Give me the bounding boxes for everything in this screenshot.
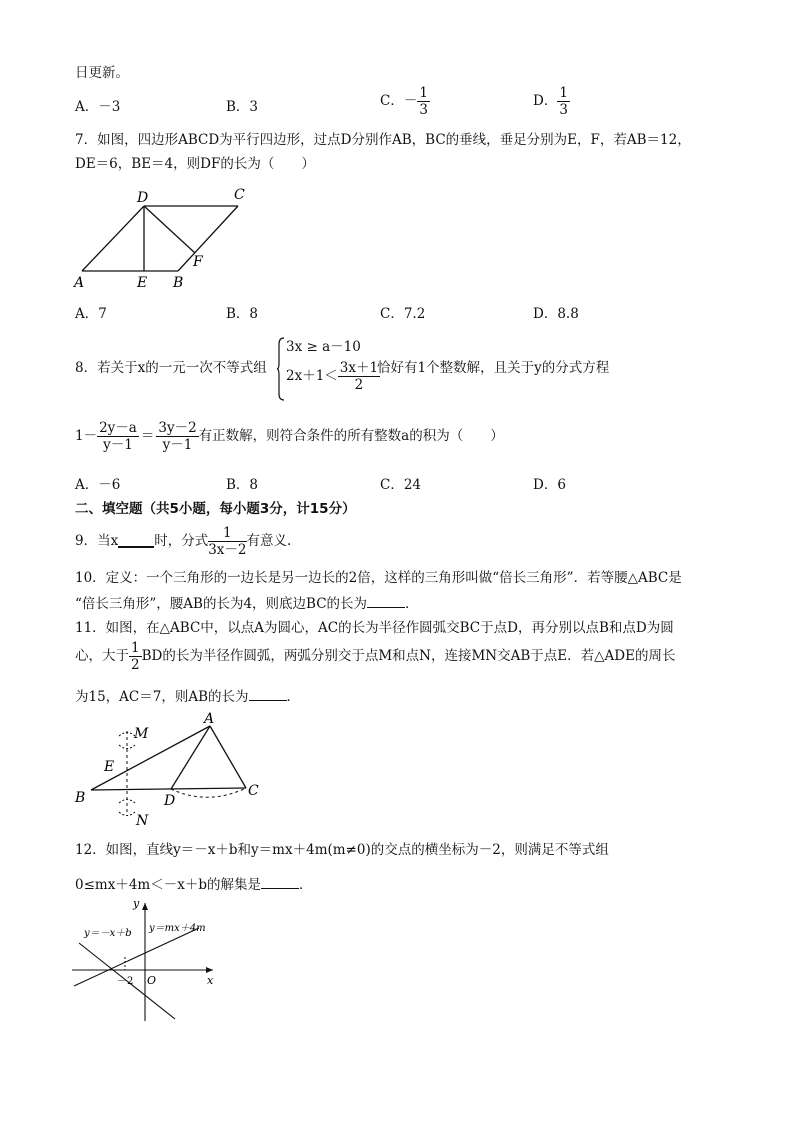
label-m: M: [134, 726, 149, 742]
q12-stem-line1: 12．如图，直线y＝－x＋b和y＝mx＋4m(m≠0)的交点的横坐标为－2，则满足不等式组: [75, 842, 609, 858]
q8-option-d: D．6: [533, 477, 566, 493]
q8-equation-fraction-2: [156, 421, 198, 452]
q7-option-a: A．7: [75, 306, 107, 322]
arc-n-lower: [119, 812, 135, 816]
fraction-denominator: y－1: [162, 437, 193, 454]
fraction-denominator: 2: [131, 657, 140, 674]
x-axis-label: x: [207, 974, 214, 987]
q8-inequality-2: [286, 361, 380, 392]
y-axis-arrow-icon: [142, 903, 148, 910]
q7-stem-line1: 7．如图，四边形ABCD为平行四边形，过点D分别作AB，BC的垂线，垂足分别为E，F，若AB＝12，: [75, 132, 691, 148]
fraction-numerator: 1: [131, 640, 140, 656]
side-ad: [82, 206, 144, 271]
line-label-mx-plus-4m: y＝mx＋4m: [149, 923, 206, 934]
q11-line3-suffix: ．: [286, 689, 301, 705]
label-e: E: [104, 759, 115, 775]
y-axis-label: y: [133, 897, 140, 910]
origin-label: O: [147, 974, 157, 987]
q7-option-c: C．7.2: [380, 306, 426, 322]
line-label-neg-x-plus-b: y＝－x＋b: [84, 928, 132, 939]
side-cb: [178, 206, 238, 271]
q7-option-d: D．8.8: [533, 306, 579, 322]
label-c: C: [234, 187, 245, 203]
q11-stem-line3: [75, 690, 300, 705]
q7-stem-line2: DE＝6，BE＝4，则DF的长为（ ）: [75, 156, 315, 172]
fraction-numerator: 1: [208, 526, 246, 542]
label-f: F: [193, 254, 203, 270]
q12-line2-suffix: ．: [298, 877, 313, 893]
side-ac: [210, 726, 246, 788]
q6-option-d-fraction: [557, 86, 570, 117]
fraction-numerator: 1: [559, 85, 568, 101]
q12-answer-blank[interactable]: [261, 878, 299, 889]
q11-stem-line1: 11．如图，在△ABC中，以点A为圆心，AC的长为半径作圆弧交BC于点D，再分别以点B和点D为圆: [75, 620, 674, 636]
q11-line2-prefix: 心，大于: [75, 647, 129, 664]
q8-option-b: B．8: [226, 477, 259, 493]
q8-equation-line: [75, 421, 504, 452]
q6-option-c-prefix: C．－: [380, 92, 418, 109]
q7-parallelogram-figure: [70, 183, 260, 293]
label-a: A: [74, 275, 85, 291]
q6-option-d: [533, 86, 570, 117]
q7-option-b: B．8: [226, 306, 259, 322]
q8-stem-suffix: 恰好有1个整数解，且关于y的分式方程: [377, 360, 610, 376]
fraction-denominator: y－1: [103, 437, 133, 454]
arc-n-upper: [119, 800, 135, 804]
q8-equation-one: 1－: [75, 427, 98, 444]
q8-inequality-2-left: 2x＋1＜: [286, 367, 338, 384]
q8-equation-fraction-1: [97, 421, 139, 452]
fraction-numerator: 3y－2: [158, 420, 197, 436]
q10-line2-suffix: ．: [405, 596, 419, 612]
q6-option-c: [380, 86, 430, 117]
q12-line2-prefix: 0≤mx＋4m＜－x＋b的解集是: [75, 877, 261, 893]
tick-label-neg2: －2: [117, 976, 134, 987]
label-d: D: [137, 190, 149, 206]
q6-option-d-prefix: D．: [533, 92, 558, 109]
q9-prefix: 9．当x: [75, 532, 119, 549]
label-b: B: [75, 790, 86, 806]
fraction-numerator: 1: [419, 85, 428, 101]
q8-equation-equals: ＝: [140, 427, 155, 444]
section-heading: 二、填空题（共5小题，每小题3分，计15分）: [75, 501, 356, 517]
q10-stem-line2: [75, 597, 419, 612]
q8-option-a: A．－6: [75, 477, 121, 493]
q6-option-c-fraction: [417, 86, 430, 117]
label-n: N: [136, 813, 149, 829]
q9-stem: [75, 526, 291, 557]
side-ba: [91, 726, 210, 790]
brace-icon: [276, 336, 286, 402]
q11-line3-prefix: 为15，AC＝7，则AB的长为: [75, 689, 249, 705]
fraction-denominator: 2: [354, 377, 364, 394]
q8-option-c: C．24: [380, 477, 422, 493]
side-bc: [91, 788, 246, 790]
q11-triangle-figure: [70, 705, 270, 833]
continued-text: 日更新。: [75, 65, 129, 81]
q8-inequality-2-fraction: [338, 361, 380, 392]
q9-mid: 时，分式: [154, 532, 209, 549]
q10-line2-prefix: “倍长三角形”，腰AB的长为4，则底边BC的长为: [75, 596, 368, 612]
label-a: A: [204, 711, 215, 727]
q11-line2-suffix: BD的长为半径作圆弧，两弧分别交于点M和点N，连接MN交AB于点E．若△ADE的周长: [141, 647, 676, 664]
label-d: D: [164, 793, 176, 809]
q9-answer-blank[interactable]: [118, 536, 154, 548]
q8-stem-prefix: 8．若关于x的一元一次不等式组: [75, 360, 267, 376]
segment-ad: [171, 726, 210, 789]
q11-stem-line2: [75, 641, 675, 672]
x-axis-arrow-icon: [206, 967, 213, 973]
q10-stem-line1: 10．定义：一个三角形的一边长是另一边长的2倍，这样的三角形叫做“倍长三角形”．若等腰△ABC是: [75, 570, 682, 586]
fraction-denominator: 3: [559, 102, 568, 119]
q10-answer-blank[interactable]: [367, 597, 405, 608]
q12-stem-line2: [75, 878, 312, 893]
fraction-numerator: 2y－a: [99, 420, 137, 436]
fraction-denominator: 3x－2: [208, 542, 247, 559]
q8-inequality-1: 3x ≥ a－10: [286, 339, 361, 355]
fraction-denominator: 3: [419, 102, 428, 119]
segment-df: [144, 206, 195, 253]
q6-option-a: A．－3: [75, 99, 121, 115]
q11-answer-blank[interactable]: [249, 690, 287, 701]
q9-suffix: 有意义.: [246, 532, 292, 549]
label-e: E: [137, 275, 148, 291]
label-c: C: [248, 783, 259, 799]
q11-fraction: [129, 641, 142, 672]
q6-option-b: B．3: [226, 99, 259, 115]
label-b: B: [173, 275, 184, 291]
q9-fraction: [208, 526, 246, 557]
fraction-numerator: 3x＋1: [339, 360, 379, 376]
q12-coordinate-figure: [70, 895, 230, 1025]
q8-equation-suffix: 有正数解，则符合条件的所有整数a的积为（ ）: [198, 427, 504, 444]
